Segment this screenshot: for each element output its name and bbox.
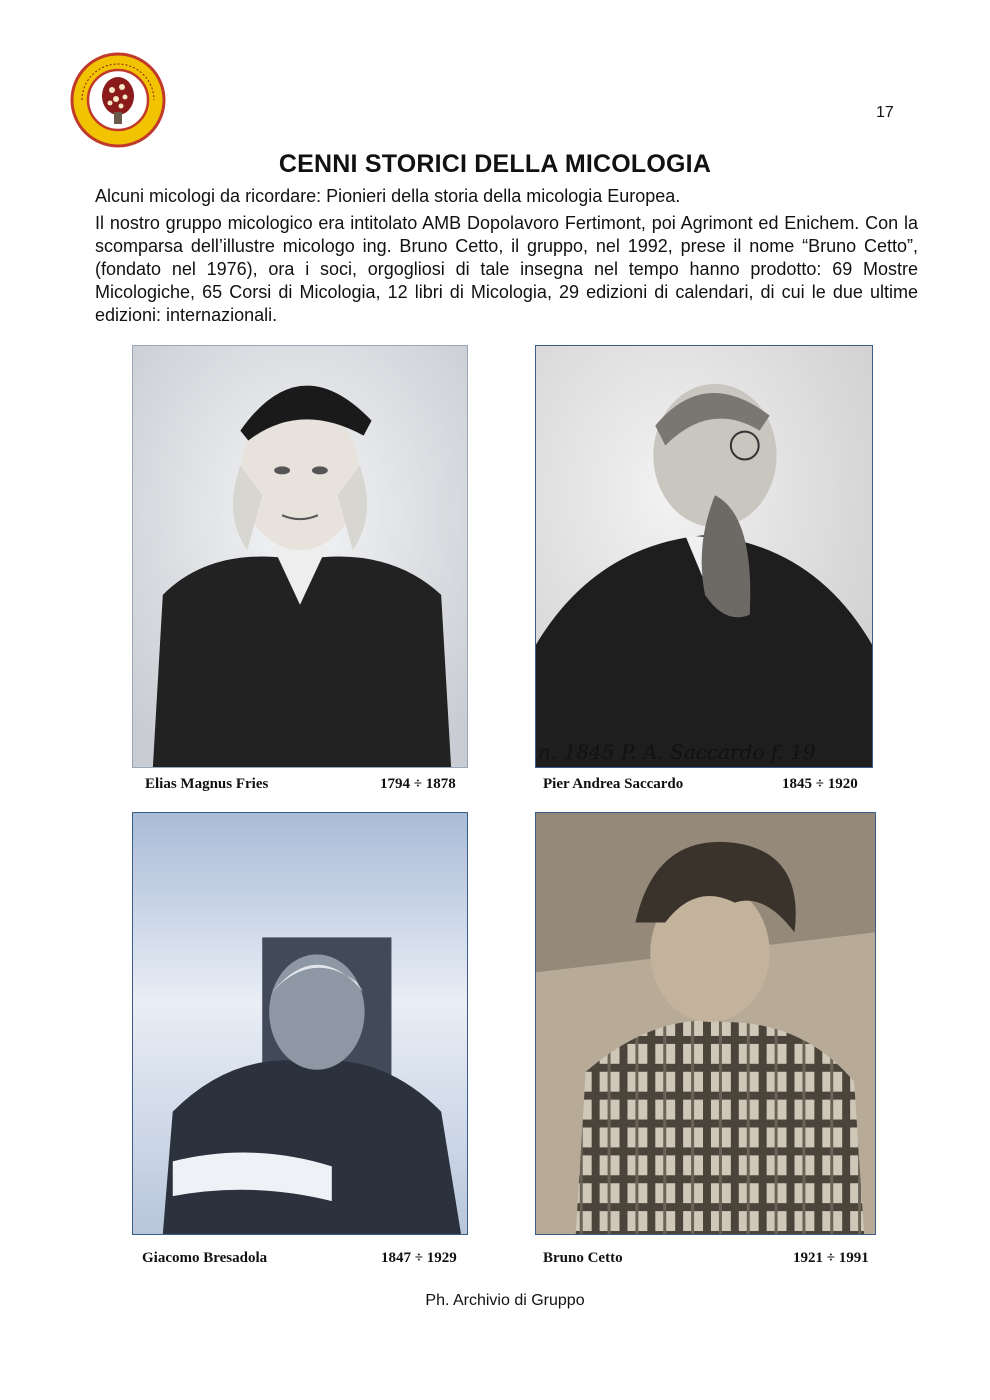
caption-years: 1921 ÷ 1991: [793, 1250, 869, 1266]
intro-paragraph: Il nostro gruppo micologico era intitolato AMB Dopolavoro Fertimont, poi Agrimont ed Enichem. Con la scomparsa dell’illustre micologo ing. Bruno Cetto, il gruppo, nel 1992, prese il nome “Bruno Cetto”, (fondato nel 1976), ora i soci, orgogliosi di tale insegna nel tempo hanno prodotto: 69 Mostre Micologiche, 65 Corsi di Micologia, 12 libri di Micologia, 29 edizioni di calendari, di cui le due ultime edizioni: internazionali.: [95, 213, 918, 325]
portrait-saccardo-photo: [535, 345, 873, 768]
caption-name: Bruno Cetto: [543, 1250, 623, 1266]
caption-years: 1845 ÷ 1920: [782, 776, 858, 792]
portrait-fries-photo: [132, 345, 468, 768]
portrait-bresadola-photo: [132, 812, 468, 1235]
photo-credit: Ph. Archivio di Gruppo: [425, 1292, 585, 1309]
caption-name: Pier Andrea Saccardo: [543, 776, 684, 792]
group-logo: [70, 52, 166, 148]
portrait-cetto-photo: [535, 812, 876, 1235]
caption-name: Elias Magnus Fries: [145, 776, 269, 792]
subtitle: Alcuni micologi da ricordare: Pionieri della storia della micologia Europea.: [95, 186, 681, 206]
caption-years: 1847 ÷ 1929: [381, 1250, 457, 1266]
caption-name: Giacomo Bresadola: [142, 1250, 268, 1266]
page-title: CENNI STORICI DELLA MICOLOGIA: [278, 150, 712, 178]
caption-years: 1794 ÷ 1878: [380, 776, 456, 792]
page-number: 17: [876, 104, 894, 121]
saccardo-signature: n. 1845 P. A. Saccardo f. 19: [538, 740, 816, 764]
